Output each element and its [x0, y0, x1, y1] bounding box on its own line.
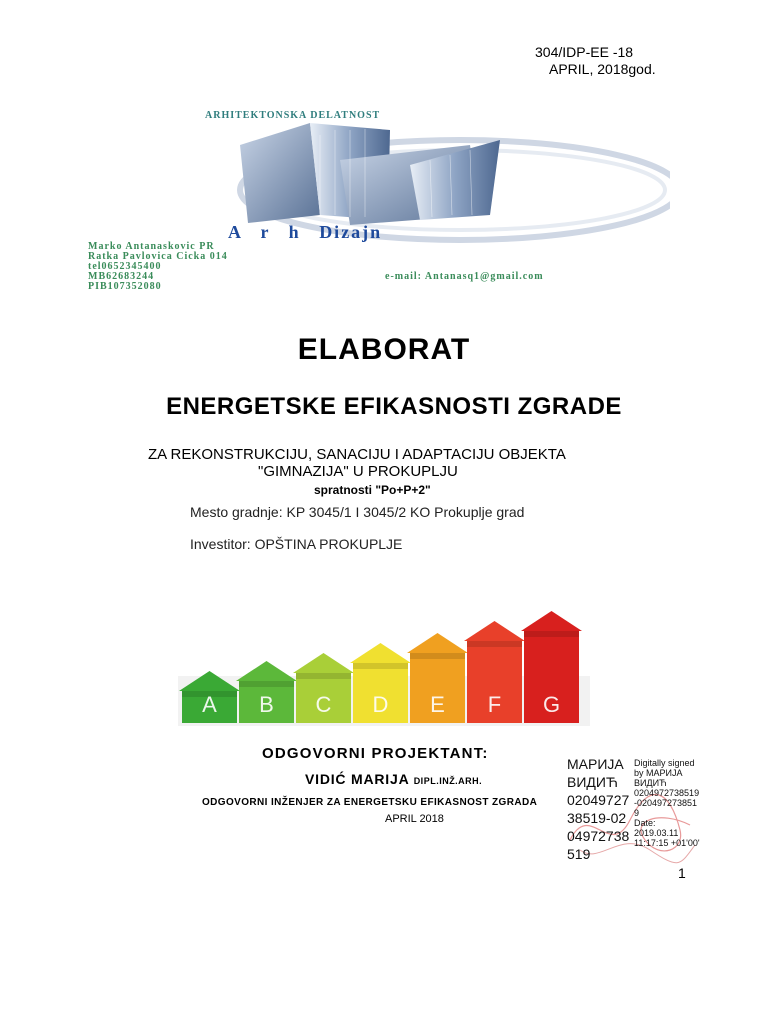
- signature-name-block: [567, 755, 629, 863]
- house-eave-shadow: [239, 681, 294, 687]
- house-eave-shadow: [296, 673, 351, 679]
- house-eave-shadow: [353, 663, 408, 669]
- signature-id-line-3: 04972738: [567, 828, 630, 844]
- logo-brand-part1: A r h: [228, 222, 307, 242]
- purpose-line-1: ZA REKONSTRUKCIJU, SANACIJU I ADAPTACIJU OBJEKTA: [148, 446, 566, 463]
- energy-class-house-c: [293, 653, 354, 723]
- responsible-designer-name: [305, 771, 482, 787]
- purpose-line-2: "GIMNAZIJA" U PROKUPLJU: [258, 463, 458, 480]
- designer-name: VIDIĆ MARIJA: [305, 771, 409, 787]
- responsible-designer-heading: ODGOVORNI PROJEKTANT:: [262, 745, 489, 762]
- signature-id-line-1: 02049727: [567, 792, 630, 808]
- energy-class-label: C: [315, 692, 332, 717]
- document-date: APRIL, 2018god.: [549, 61, 656, 77]
- responsible-date: APRIL 2018: [385, 813, 444, 825]
- energy-class-houses-graphic: [178, 588, 590, 728]
- page-number: 1: [678, 865, 686, 881]
- signature-id-line-2: 38519-02: [567, 810, 627, 826]
- investor-label: Investitor: OPŠTINA PROKUPLJE: [190, 536, 403, 552]
- signature-meta-6: 9: [634, 808, 640, 818]
- energy-class-house-b: [236, 661, 297, 723]
- logo-company-info: [88, 242, 228, 292]
- logo-brand-name: [228, 222, 382, 243]
- signature-meta-7: Date:: [634, 818, 656, 828]
- construction-location: Mesto gradnje: KP 3045/1 I 3045/2 KO Prokuplje grad: [190, 504, 525, 520]
- signature-name-line-1: МАРИЈА: [567, 756, 624, 772]
- signature-meta-5: -020497273851: [634, 798, 698, 808]
- signature-metadata: [634, 758, 700, 848]
- signature-meta-8: 2019.03.11: [634, 828, 679, 838]
- storeys-label: spratnosti "Po+P+2": [314, 483, 431, 497]
- house-roof: [293, 653, 354, 673]
- energy-class-house-g: [521, 611, 582, 723]
- designer-role: ODGOVORNI INŽENJER ZA ENERGETSKU EFIKASNOST ZGRADA: [202, 797, 538, 808]
- house-roof: [236, 661, 297, 681]
- document-number-block: [535, 44, 656, 78]
- house-eave-shadow: [410, 653, 465, 659]
- energy-class-house-f: [464, 621, 525, 723]
- house-eave-shadow: [467, 641, 522, 647]
- logo-owner: Marko Antanaskovic PR: [88, 241, 215, 252]
- logo-brand-part2: Dizajn: [319, 222, 383, 242]
- house-eave-shadow: [524, 631, 579, 637]
- signature-meta-9: 11:17:15 +01'00': [634, 838, 700, 848]
- document-number: 304/IDP-EE -18: [535, 44, 634, 60]
- signature-meta-3: ВИДИЋ: [634, 778, 667, 788]
- energy-class-label: B: [259, 692, 274, 717]
- signature-meta-4: 0204972738519: [634, 788, 700, 798]
- company-logo: [170, 105, 670, 290]
- energy-class-house-e: [407, 633, 468, 723]
- house-roof: [521, 611, 582, 631]
- signature-name-line-2: ВИДИЋ: [567, 774, 618, 790]
- energy-class-label: G: [542, 692, 561, 717]
- secondary-title: ENERGETSKE EFIKASNOSTI ZGRADE: [166, 393, 622, 420]
- logo-tagline: ARHITEKTONSKA DELATNOST: [205, 110, 381, 121]
- logo-mb: MB62683244: [88, 271, 155, 282]
- designer-degree: DIPL.INŽ.ARH.: [413, 776, 483, 786]
- logo-email: e-mail: Antanasq1@gmail.com: [385, 271, 544, 282]
- main-title: ELABORAT: [297, 333, 471, 366]
- house-roof: [350, 643, 411, 663]
- logo-phone: tel0652345400: [88, 261, 162, 272]
- energy-class-label: E: [430, 692, 445, 717]
- energy-class-label: D: [372, 692, 389, 717]
- logo-address: Ratka Pavlovica Cicka 014: [88, 251, 228, 262]
- signature-meta-1: Digitally signed: [634, 758, 695, 768]
- house-roof: [407, 633, 468, 653]
- logo-pib: PIB107352080: [88, 281, 162, 292]
- signature-meta-2: by МАРИЈА: [634, 768, 683, 778]
- energy-class-house-d: [350, 643, 411, 723]
- signature-id-line-4: 519: [567, 846, 591, 862]
- energy-class-label: A: [202, 692, 217, 717]
- energy-class-label: F: [487, 692, 502, 717]
- house-roof: [464, 621, 525, 641]
